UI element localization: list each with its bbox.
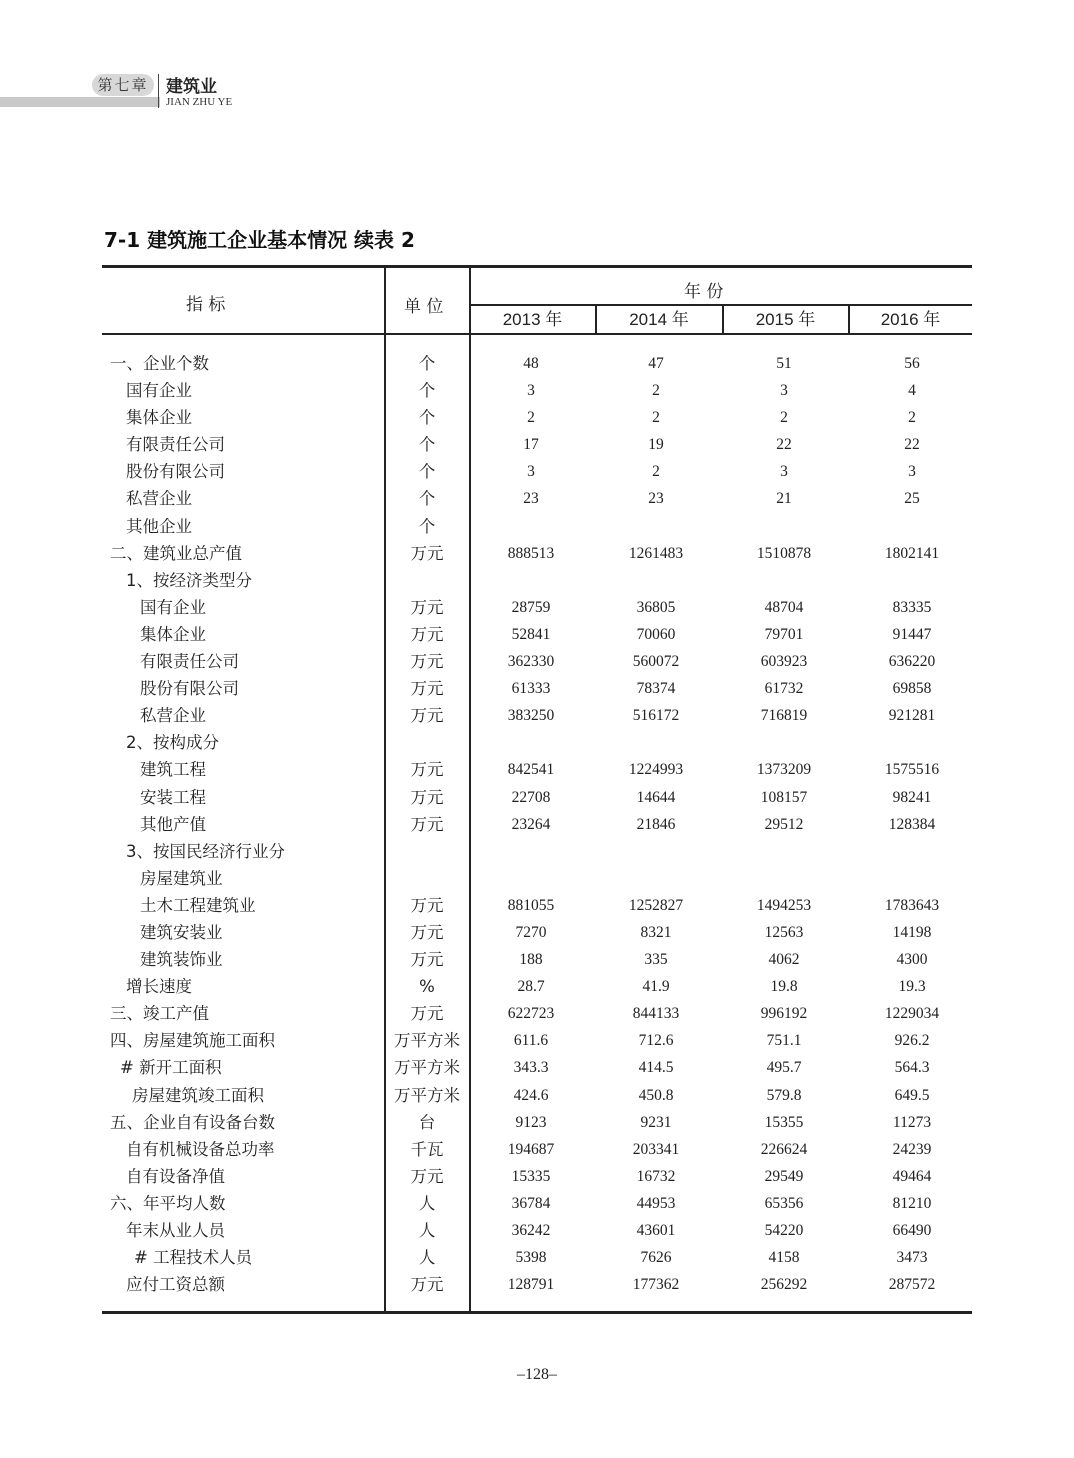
row-label: 土木工程建筑业 (140, 895, 256, 915)
row-value-2016: 926.2 (894, 1032, 930, 1050)
header-unit: 单 位 (404, 297, 444, 317)
row-label: 自有设备净值 (126, 1166, 225, 1186)
row-value-2016: 564.3 (894, 1059, 930, 1077)
table-row (102, 1271, 972, 1298)
row-value-2016: 69858 (892, 680, 932, 698)
row-value-2013: 28.7 (517, 978, 545, 996)
table-row (102, 675, 972, 702)
row-label: # 新开工面积 (120, 1058, 222, 1078)
row-value-2014: 1224993 (628, 761, 684, 779)
row-value-2013: 23264 (511, 815, 551, 833)
chapter-badge: 第七章 (92, 74, 154, 96)
row-unit: 万元 (410, 1275, 444, 1295)
row-value-2016: 128384 (888, 815, 936, 833)
row-value-2015: 603923 (760, 653, 808, 671)
table-title: 7-1 建筑施工企业基本情况 续表 2 (104, 228, 415, 252)
row-value-2015: 4062 (768, 951, 800, 969)
table-row (102, 1190, 972, 1217)
row-value-2016: 22 (904, 436, 920, 454)
table-row (102, 567, 972, 594)
row-value-2016: 14198 (892, 923, 932, 941)
table-row (102, 729, 972, 756)
row-label: 五、企业自有设备台数 (110, 1112, 275, 1132)
header-bottom-rule (102, 333, 972, 335)
row-value-2016: 19.3 (898, 978, 926, 996)
table-row (102, 1244, 972, 1271)
row-value-2014: 712.6 (638, 1032, 674, 1050)
row-value-2015: 495.7 (766, 1059, 802, 1077)
header-year-2015: 2015 年 (755, 310, 816, 329)
row-unit: 人 (418, 1193, 436, 1213)
row-value-2015: 3 (780, 463, 788, 481)
row-label: 自有机械设备总功率 (126, 1139, 275, 1159)
row-label: 年末从业人员 (126, 1221, 225, 1240)
row-value-2014: 14644 (636, 788, 676, 806)
row-value-2013: 424.6 (513, 1086, 549, 1104)
table-row (102, 892, 972, 919)
row-label: 股份有限公司 (126, 462, 225, 482)
table-row (102, 1163, 972, 1190)
row-value-2016: 24239 (892, 1140, 932, 1158)
row-unit: 万元 (410, 1004, 444, 1024)
row-label: 增长速度 (126, 977, 192, 997)
table-row (102, 485, 972, 512)
row-unit: 万元 (410, 679, 444, 699)
row-label: 其他企业 (126, 516, 192, 536)
row-label: 安装工程 (140, 787, 206, 807)
table-row (102, 1000, 972, 1027)
row-value-2013: 3 (527, 382, 535, 400)
row-value-2013: 188 (519, 951, 543, 969)
table-row (102, 1136, 972, 1163)
header-decor-bar (0, 97, 160, 107)
row-value-2016: 81210 (892, 1194, 932, 1212)
row-value-2015: 2 (780, 409, 788, 427)
row-label: 股份有限公司 (140, 679, 239, 699)
row-label: 3、按国民经济行业分 (126, 841, 285, 861)
row-value-2016: 49464 (892, 1167, 932, 1185)
row-value-2013: 622723 (507, 1005, 555, 1023)
row-value-2014: 41.9 (642, 978, 670, 996)
row-unit: 万元 (410, 597, 444, 617)
row-value-2014: 1261483 (628, 544, 684, 562)
row-label: 私营企业 (126, 489, 192, 509)
row-value-2016: 56 (904, 355, 920, 372)
row-label: 私营企业 (140, 706, 206, 726)
row-value-2015: 19.8 (770, 978, 798, 996)
table-row (102, 756, 972, 783)
row-value-2013: 7270 (515, 923, 547, 941)
row-unit: 万平方米 (394, 1058, 460, 1078)
row-value-2013: 611.6 (513, 1032, 549, 1050)
table-row (102, 594, 972, 621)
row-value-2015: 48704 (764, 598, 804, 616)
row-value-2013: 3 (527, 463, 535, 481)
row-value-2014: 8321 (640, 923, 672, 941)
row-value-2015: 996192 (760, 1005, 808, 1023)
table-row (102, 621, 972, 648)
table-row (102, 1027, 972, 1054)
row-value-2015: 4158 (768, 1249, 800, 1267)
row-label: 建筑工程 (140, 760, 206, 780)
row-value-2013: 888513 (507, 544, 555, 562)
header-year-2013: 2013 年 (502, 310, 563, 329)
row-label: 应付工资总额 (126, 1275, 225, 1295)
row-value-2013: 28759 (511, 598, 551, 616)
row-label: 2、按构成分 (126, 733, 219, 753)
row-value-2016: 287572 (888, 1276, 936, 1294)
row-value-2013: 5398 (515, 1249, 547, 1267)
row-value-2014: 19 (648, 436, 664, 454)
row-value-2015: 61732 (764, 680, 804, 698)
row-value-2016: 921281 (888, 707, 936, 725)
row-value-2016: 3 (908, 463, 916, 481)
row-value-2013: 842541 (507, 761, 555, 779)
row-label: 房屋建筑竣工面积 (132, 1085, 264, 1105)
table-row (102, 404, 972, 431)
row-value-2014: 2 (652, 382, 660, 400)
row-label: 国有企业 (126, 381, 192, 401)
row-unit: 人 (418, 1221, 436, 1240)
row-value-2014: 36805 (636, 598, 676, 616)
row-value-2016: 4300 (896, 951, 928, 969)
table-row (102, 1217, 972, 1244)
row-value-2013: 36242 (511, 1222, 551, 1239)
row-value-2013: 343.3 (513, 1059, 549, 1077)
row-value-2015: 256292 (760, 1276, 808, 1294)
row-value-2014: 23 (648, 490, 664, 508)
row-value-2016: 649.5 (894, 1086, 930, 1104)
row-value-2016: 66490 (892, 1222, 932, 1239)
row-unit: 台 (418, 1112, 436, 1132)
row-value-2015: 54220 (764, 1222, 804, 1239)
row-label: 有限责任公司 (140, 652, 239, 672)
row-value-2015: 3 (780, 382, 788, 400)
row-value-2015: 15355 (764, 1113, 804, 1131)
row-label: 建筑安装业 (140, 922, 223, 942)
header-year-group: 年 份 (684, 282, 724, 302)
row-value-2015: 751.1 (766, 1032, 802, 1050)
row-value-2016: 4 (908, 382, 916, 400)
row-unit: 万元 (410, 760, 444, 780)
table-row (102, 946, 972, 973)
row-value-2016: 636220 (888, 653, 936, 671)
row-value-2013: 48 (523, 355, 539, 372)
row-unit: 万元 (410, 895, 444, 915)
row-unit: 个 (418, 489, 436, 509)
row-unit: 万元 (410, 1166, 444, 1186)
row-value-2013: 17 (523, 436, 539, 454)
row-value-2014: 47 (648, 355, 664, 372)
table-row (102, 919, 972, 946)
row-value-2014: 43601 (636, 1222, 676, 1239)
table-row (102, 648, 972, 675)
row-label: 国有企业 (140, 597, 206, 617)
row-value-2016: 1802141 (884, 544, 940, 562)
row-unit: 万元 (410, 543, 444, 563)
row-value-2015: 21 (776, 490, 792, 508)
row-label: 集体企业 (140, 624, 206, 644)
row-value-2015: 1373209 (756, 761, 812, 779)
row-value-2016: 11273 (892, 1113, 932, 1131)
table-body (102, 350, 972, 1298)
row-value-2014: 2 (652, 463, 660, 481)
table-row (102, 1082, 972, 1109)
row-unit: 万平方米 (394, 1031, 460, 1051)
table-row (102, 431, 972, 458)
row-unit: 万元 (410, 706, 444, 726)
table-row (102, 350, 972, 377)
row-value-2013: 9123 (515, 1113, 547, 1131)
row-label: 其他产值 (140, 814, 206, 834)
table-row (102, 838, 972, 865)
row-label: 一、企业个数 (110, 354, 209, 373)
row-value-2014: 21846 (636, 815, 676, 833)
row-value-2013: 362330 (507, 653, 555, 671)
table-bottom-rule (102, 1311, 972, 1314)
row-value-2014: 2 (652, 409, 660, 427)
row-value-2013: 2 (527, 409, 535, 427)
header-year-2016: 2016 年 (880, 310, 941, 329)
row-unit: 个 (418, 381, 436, 401)
row-value-2015: 226624 (760, 1140, 808, 1158)
table-row (102, 811, 972, 838)
row-value-2016: 1229034 (884, 1005, 940, 1023)
row-value-2016: 25 (904, 490, 920, 508)
table-row (102, 1109, 972, 1136)
row-value-2014: 516172 (632, 707, 680, 725)
row-value-2016: 98241 (892, 788, 932, 806)
row-value-2015: 29512 (764, 815, 804, 833)
table-row (102, 973, 972, 1000)
row-value-2015: 1510878 (756, 544, 812, 562)
row-value-2015: 716819 (760, 707, 808, 725)
row-unit: 个 (418, 516, 436, 536)
row-label: # 工程技术人员 (134, 1248, 253, 1268)
row-value-2016: 3473 (896, 1249, 928, 1267)
row-value-2015: 51 (776, 355, 792, 372)
row-value-2016: 1575516 (884, 761, 940, 779)
table-row (102, 865, 972, 892)
row-value-2014: 450.8 (638, 1086, 674, 1104)
row-unit: 千瓦 (410, 1139, 444, 1159)
row-label: 有限责任公司 (126, 435, 225, 455)
row-unit: 万元 (410, 652, 444, 672)
row-value-2014: 844133 (632, 1005, 680, 1023)
row-value-2016: 83335 (892, 598, 932, 616)
table-row (102, 1054, 972, 1081)
row-value-2013: 52841 (511, 625, 551, 643)
row-label: 1、按经济类型分 (126, 570, 252, 590)
row-value-2013: 61333 (511, 680, 551, 698)
header-indicator: 指 标 (186, 295, 226, 315)
page-number: –128– (517, 1366, 557, 1383)
row-value-2013: 23 (523, 490, 539, 508)
row-value-2015: 22 (776, 436, 792, 454)
row-value-2015: 12563 (764, 923, 804, 941)
row-value-2015: 1494253 (756, 896, 812, 914)
row-unit: 万元 (410, 950, 444, 970)
header-divider (158, 74, 159, 108)
row-value-2013: 881055 (507, 896, 555, 914)
row-label: 二、建筑业总产值 (110, 543, 242, 563)
row-value-2014: 7626 (640, 1249, 672, 1267)
row-value-2013: 194687 (507, 1140, 555, 1158)
row-value-2014: 1252827 (628, 896, 684, 914)
row-label: 建筑装饰业 (140, 950, 223, 970)
row-unit: 个 (418, 354, 436, 373)
row-unit: 人 (418, 1248, 436, 1268)
chapter-title: 建筑业 (166, 77, 217, 97)
table-row (102, 513, 972, 540)
row-value-2015: 29549 (764, 1167, 804, 1185)
row-value-2014: 560072 (632, 653, 680, 671)
row-label: 六、年平均人数 (110, 1193, 226, 1213)
table-top-rule (102, 265, 972, 268)
row-unit: 万元 (410, 922, 444, 942)
table-row (102, 784, 972, 811)
row-value-2015: 579.8 (766, 1086, 802, 1104)
row-value-2014: 44953 (636, 1194, 676, 1212)
row-label: 集体企业 (126, 408, 192, 428)
row-value-2016: 2 (908, 409, 916, 427)
row-unit: 万元 (410, 787, 444, 807)
row-value-2015: 108157 (760, 788, 808, 806)
year-group-rule (469, 304, 972, 306)
row-value-2014: 414.5 (638, 1059, 674, 1077)
chapter-pinyin: JIAN ZHU YE (166, 96, 233, 108)
row-label: 四、房屋建筑施工面积 (110, 1031, 275, 1051)
row-value-2014: 70060 (636, 625, 676, 643)
row-unit: 个 (418, 408, 436, 428)
row-value-2016: 1783643 (884, 896, 940, 914)
row-unit: 个 (418, 435, 436, 455)
table-row (102, 458, 972, 485)
table-row (102, 377, 972, 404)
header-year-2014: 2014 年 (629, 310, 689, 329)
row-value-2014: 78374 (636, 680, 676, 698)
row-unit: 个 (418, 462, 436, 482)
row-value-2014: 335 (644, 951, 668, 969)
row-value-2013: 15335 (511, 1167, 551, 1185)
row-value-2015: 65356 (764, 1194, 804, 1212)
row-value-2016: 91447 (892, 625, 932, 643)
row-value-2013: 36784 (511, 1194, 551, 1212)
table-row (102, 702, 972, 729)
row-value-2014: 177362 (632, 1276, 680, 1294)
row-value-2014: 16732 (636, 1167, 676, 1185)
row-value-2014: 9231 (640, 1113, 672, 1131)
row-value-2014: 203341 (632, 1140, 680, 1158)
table-row (102, 540, 972, 567)
row-label: 房屋建筑业 (140, 868, 223, 888)
row-unit: 万元 (410, 624, 444, 644)
row-value-2013: 22708 (511, 788, 551, 806)
row-value-2013: 128791 (507, 1276, 555, 1294)
row-label: 三、竣工产值 (110, 1004, 209, 1024)
row-unit: % (419, 977, 435, 997)
row-value-2013: 383250 (507, 707, 555, 725)
row-unit: 万元 (410, 814, 444, 834)
row-value-2015: 79701 (764, 625, 804, 643)
row-unit: 万平方米 (394, 1085, 460, 1105)
